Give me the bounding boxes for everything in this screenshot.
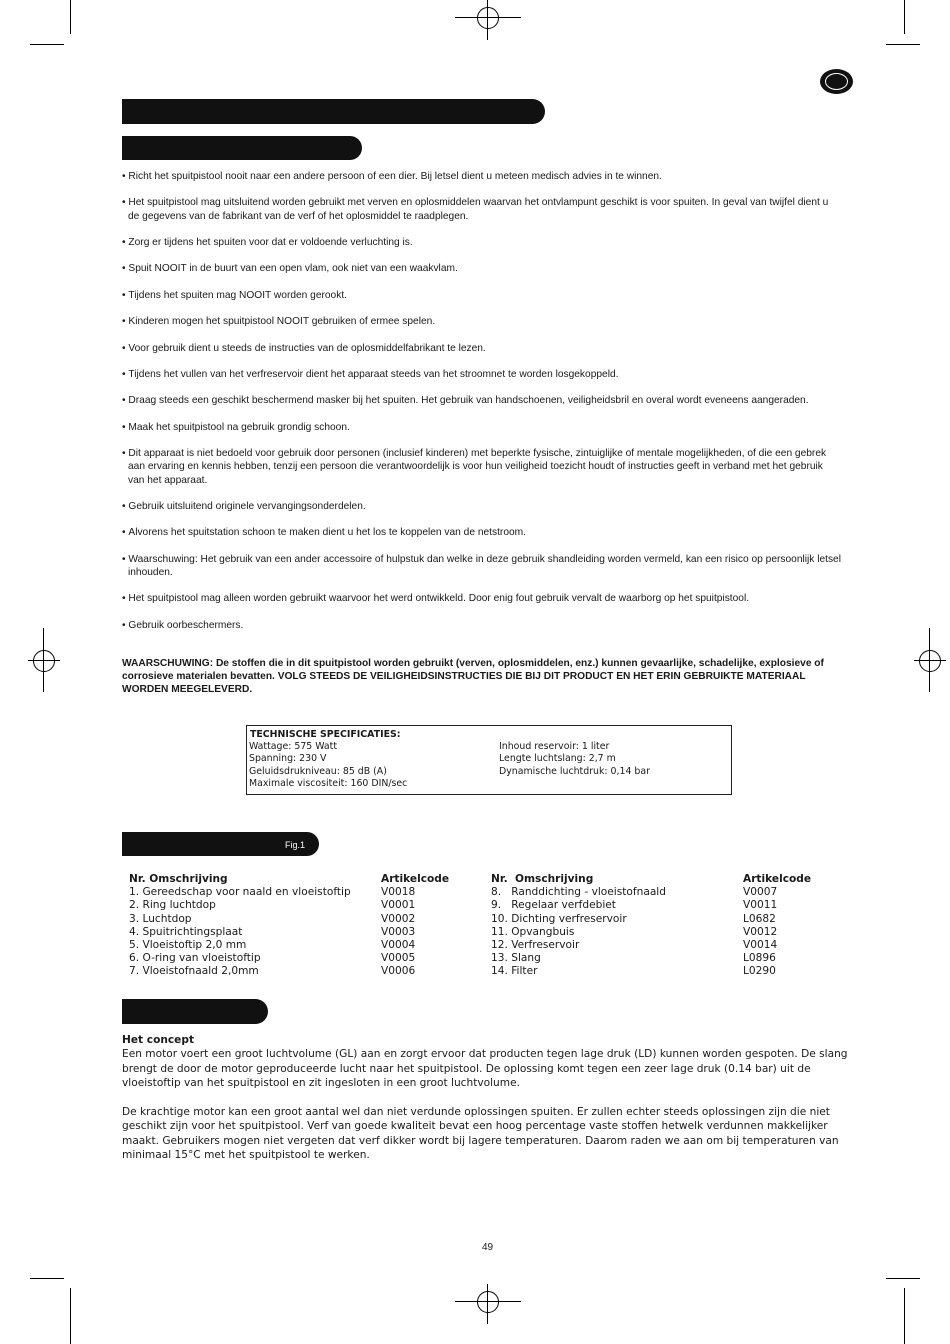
part-description: 3. Luchtdop bbox=[129, 912, 192, 925]
part-description: 12. Verfreservoir bbox=[491, 938, 580, 951]
part-description: 13. Slang bbox=[491, 952, 541, 965]
part-code: V0012 bbox=[743, 925, 778, 938]
section-header-bar bbox=[122, 99, 545, 124]
column-header-description: Nr. Omschrijving bbox=[129, 873, 228, 885]
part-code: V0003 bbox=[381, 925, 416, 938]
column-header-code: Artikelcode bbox=[743, 873, 812, 885]
registration-mark-icon bbox=[33, 650, 55, 672]
crop-mark bbox=[28, 660, 60, 661]
crop-mark bbox=[30, 44, 64, 45]
list-item: • Draag steeds een geschikt beschermend masker bij het spuiten. Het gebruik van handschoenen, veiligheidsbril en overal wordt eveneens aangeraden. bbox=[122, 394, 842, 407]
list-item: • Maak het spuitpistool na gebruik grondig schoon. bbox=[122, 421, 842, 434]
concept-section bbox=[122, 1033, 852, 1177]
list-item: • Tijdens het spuiten mag NOOIT worden gerookt. bbox=[122, 289, 842, 302]
part-description: 5. Vloeistoftip 2,0 mm bbox=[129, 938, 247, 951]
parts-list-left bbox=[129, 873, 479, 979]
warning-paragraph: WAARSCHUWING: De stoffen die in dit spuitpistool worden gebruikt (verven, oplosmiddelen, enz.) kunnen gevaarlijke, schadelijke, explosieve of corrosieve materialen bevatten. VOLG STEEDS DE VEILIGHEIDSINSTRUCTIES DIE BIJ DIT PRODUCT EN HET ERIN GEBRUIKTE MATERIAAL WORDEN MEEGELEVERD. bbox=[122, 658, 824, 695]
crop-mark bbox=[455, 1301, 521, 1302]
list-item: • Zorg er tijdens het spuiten voor dat er voldoende verluchting is. bbox=[122, 236, 842, 249]
crop-mark bbox=[455, 17, 521, 18]
list-item: • Gebruik uitsluitend originele vervangingsonderdelen. bbox=[122, 500, 842, 513]
parts-list-right bbox=[491, 873, 851, 979]
spec-item: Wattage: 575 Watt bbox=[249, 741, 338, 752]
list-item: • Voor gebruik dient u steeds de instructies van de oplosmiddelfabrikant te lezen. bbox=[122, 342, 842, 355]
specifications-right-column bbox=[499, 741, 650, 778]
table-row bbox=[129, 965, 479, 978]
list-item: • Gebruik oorbeschermers. bbox=[122, 619, 842, 632]
crop-mark bbox=[70, 1288, 71, 1344]
table-row bbox=[129, 939, 479, 952]
technical-specifications-box bbox=[246, 725, 732, 795]
part-code: V0006 bbox=[381, 965, 416, 978]
figure-label: Fig.1 bbox=[285, 840, 306, 850]
column-header-description: Nr. Omschrijving bbox=[491, 873, 594, 885]
list-item: • Tijdens het vullen van het verfreservoir dient het apparaat steeds van het stroomnet te worden losgekoppeld. bbox=[122, 368, 842, 381]
part-code: V0018 bbox=[381, 886, 416, 899]
part-code: V0014 bbox=[743, 938, 778, 951]
part-code: V0007 bbox=[743, 886, 778, 899]
table-row bbox=[491, 965, 851, 978]
crop-mark bbox=[886, 44, 920, 45]
table-row bbox=[129, 899, 479, 912]
table-row bbox=[491, 899, 851, 912]
spec-item: Inhoud reservoir: 1 liter bbox=[499, 741, 610, 752]
table-row bbox=[491, 939, 851, 952]
table-row bbox=[491, 926, 851, 939]
table-row bbox=[129, 886, 479, 899]
part-code: V0004 bbox=[381, 938, 416, 951]
part-code: L0896 bbox=[743, 952, 776, 965]
concept-heading: Het concept bbox=[122, 1034, 195, 1046]
part-code: V0005 bbox=[381, 952, 416, 965]
list-item: • Waarschuwing: Het gebruik van een ander accessoire of hulpstuk dan welke in deze gebruik shandleiding worden vermeld, kan een risico op persoonlijk letsel inhouden. bbox=[122, 553, 842, 579]
registration-mark-icon bbox=[477, 1291, 499, 1313]
crop-mark bbox=[904, 0, 905, 34]
table-row bbox=[129, 913, 479, 926]
table-row bbox=[491, 952, 851, 965]
spec-item: Maximale viscositeit: 160 DIN/sec bbox=[249, 778, 408, 790]
specifications-title: TECHNISCHE SPECIFICATIES: bbox=[250, 729, 401, 740]
part-description: 1. Gereedschap voor naald en vloeistoftip bbox=[129, 886, 351, 899]
crop-mark bbox=[904, 1288, 905, 1344]
table-row bbox=[129, 952, 479, 965]
crop-mark bbox=[30, 1278, 64, 1279]
part-description: 11. Opvangbuis bbox=[491, 925, 575, 938]
spec-item: Geluidsdrukniveau: 85 dB (A) bbox=[249, 765, 387, 777]
crop-mark bbox=[70, 0, 71, 34]
part-description: 6. O-ring van vloeistoftip bbox=[129, 952, 261, 965]
part-code: L0290 bbox=[743, 965, 776, 978]
part-description: 4. Spuitrichtingsplaat bbox=[129, 925, 243, 938]
safety-section-bar bbox=[122, 136, 362, 160]
list-item: • Richt het spuitpistool nooit naar een andere persoon of een dier. Bij letsel dient u meteen medisch advies in te winnen. bbox=[122, 170, 842, 183]
registration-mark-icon bbox=[477, 7, 499, 29]
concept-section-bar bbox=[122, 999, 268, 1024]
table-row bbox=[491, 886, 851, 899]
spec-item: Dynamische luchtdruk: 0,14 bar bbox=[499, 765, 650, 777]
crop-mark bbox=[886, 1278, 920, 1279]
list-item: • Spuit NOOIT in de buurt van een open vlam, ook niet van een waakvlam. bbox=[122, 262, 842, 275]
page-number: 49 bbox=[481, 1242, 494, 1253]
table-header bbox=[491, 873, 851, 886]
part-description: 8. Randdichting - vloeistofnaald bbox=[491, 886, 666, 899]
spec-item: Lengte luchtslang: 2,7 m bbox=[499, 753, 616, 765]
table-row bbox=[491, 913, 851, 926]
part-description: 2. Ring luchtdop bbox=[129, 899, 216, 912]
specifications-left-column bbox=[249, 741, 407, 791]
list-item: • Alvorens het spuitstation schoon te maken dient u het los te koppelen van de netstroom. bbox=[122, 526, 842, 539]
concept-paragraph: De krachtige motor kan een groot aantal wel dan niet verdunde oplossingen spuiten. Er zullen echter steeds oplossingen zijn die niet geschikt zijn voor het spuitpistool. Verf van goede kwaliteit bevat een hoog percentage vaste stoffen hetwelk verdunnen makkelijker maakt. Gebruikers mogen niet vergeten dat verf dikker wordt bij lagere temperaturen. Daarom raden we aan om bij temperaturen van minimaal 15°C met het spuitpistool te werken. bbox=[122, 1106, 839, 1162]
part-code: V0002 bbox=[381, 912, 416, 925]
safety-instructions-list bbox=[122, 170, 842, 645]
list-item: • Het spuitpistool mag alleen worden gebruikt waarvoor het werd ontwikkeld. Door enig fout gebruik vervalt de waarborg op het spuitpistool. bbox=[122, 592, 842, 605]
crop-mark bbox=[43, 628, 44, 692]
part-description: 14. Filter bbox=[491, 965, 538, 978]
list-item: • Kinderen mogen het spuitpistool NOOIT gebruiken of ermee spelen. bbox=[122, 315, 842, 328]
table-row bbox=[129, 926, 479, 939]
part-description: 10. Dichting verfreservoir bbox=[491, 912, 627, 925]
crop-mark bbox=[487, 1284, 488, 1324]
language-badge-icon bbox=[820, 69, 853, 94]
part-code: L0682 bbox=[743, 912, 776, 925]
list-item: • Dit apparaat is niet bedoeld voor gebruik door personen (inclusief kinderen) met beperkte fysische, zintuiglijke of mentale mogelijkheden, of die een gebrek aan ervaring en kennis hebben, tenzij een persoon die verantwoordelijk is voor hun veiligheid toezicht houdt of instructies geeft in verband met het gebruik van het apparaat. bbox=[122, 447, 842, 487]
registration-mark-icon bbox=[919, 650, 941, 672]
column-header-code: Artikelcode bbox=[381, 873, 450, 885]
spec-item: Spanning: 230 V bbox=[249, 753, 327, 765]
list-item: • Het spuitpistool mag uitsluitend worden gebruikt met verven en oplosmiddelen waarvan het ontvlampunt geschikt is voor spuiten. In geval van twijfel dient u de gegevens van de fabrikant van de verf of het oplosmiddel te raadplegen. bbox=[122, 196, 842, 222]
crop-mark bbox=[914, 660, 946, 661]
part-description: 9. Regelaar verfdebiet bbox=[491, 899, 616, 912]
table-header bbox=[129, 873, 479, 886]
part-description: 7. Vloeistofnaald 2,0mm bbox=[129, 965, 259, 978]
crop-mark bbox=[929, 628, 930, 692]
part-code: V0011 bbox=[743, 899, 778, 912]
concept-paragraph: Een motor voert een groot luchtvolume (GL) aan en zorgt ervoor dat producten tegen lage druk (LD) kunnen worden gespoten. De slang brengt de door de motor geproduceerde lucht naar het spuitpistool. De oplossing komt tegen een zeer lage druk (0.14 bar) uit de vloeistoftip van het spuitpistool en zit ingesloten in een groot luchtvolume. bbox=[122, 1048, 848, 1090]
part-code: V0001 bbox=[381, 899, 416, 912]
crop-mark bbox=[487, 0, 488, 40]
